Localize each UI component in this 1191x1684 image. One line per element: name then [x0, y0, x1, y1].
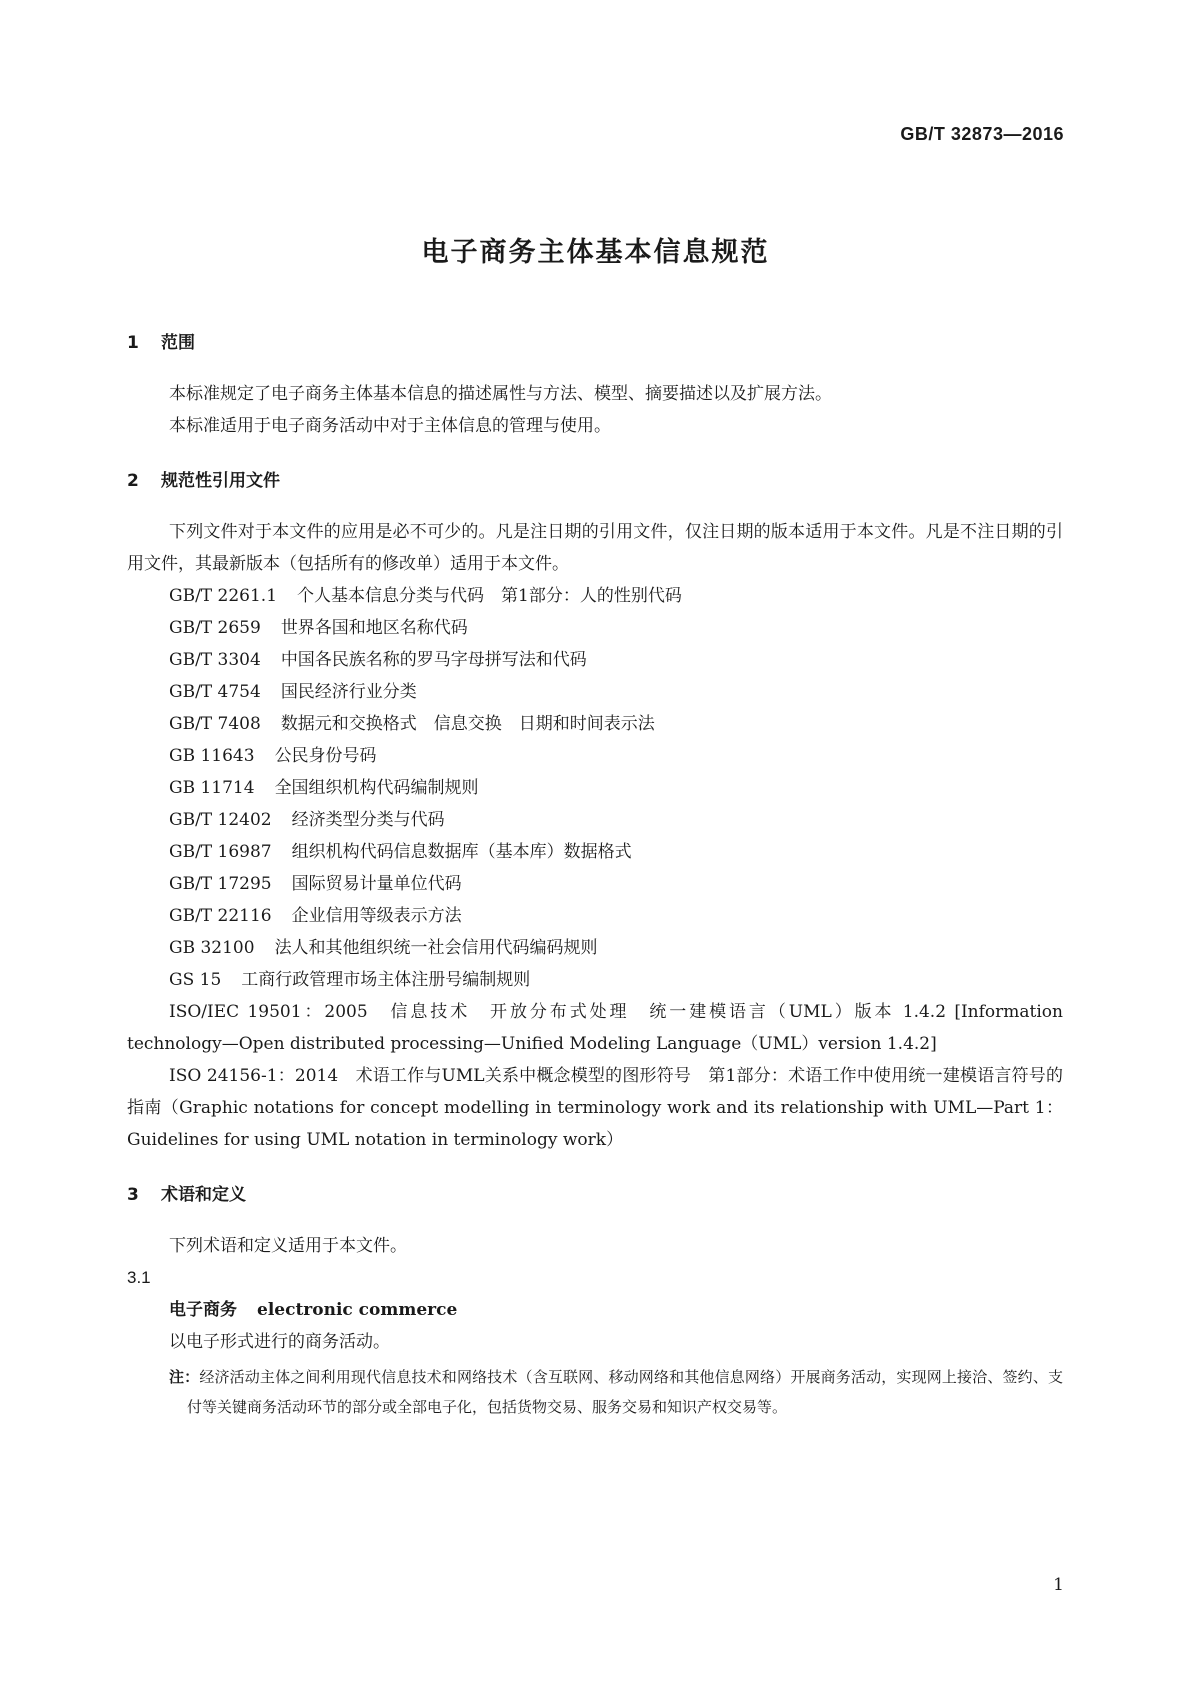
- reference-item: [127, 868, 1063, 900]
- section-heading-scope: [127, 330, 1063, 356]
- section-number: 2: [127, 471, 139, 491]
- reference-item: [127, 708, 1063, 740]
- section-number: 3: [127, 1185, 139, 1205]
- note-label: 注：: [169, 1368, 200, 1386]
- reference-title: 组织机构代码信息数据库（基本库）数据格式: [291, 842, 632, 862]
- terms-intro: 下列术语和定义适用于本文件。: [169, 1236, 407, 1256]
- reference-item: [127, 644, 1063, 676]
- reference-code: GS 15: [169, 970, 222, 990]
- document-title: 电子商务主体基本信息规范: [421, 237, 770, 268]
- reference-title: 企业信用等级表示方法: [291, 906, 462, 926]
- reference-code: GB 32100: [169, 938, 255, 958]
- reference-code: GB 11714: [169, 778, 255, 798]
- reference-item: [127, 740, 1063, 772]
- reference-code: GB/T 7408: [169, 714, 261, 734]
- reference-title: 世界各国和地区名称代码: [280, 618, 468, 638]
- reference-code: GB/T 4754: [169, 682, 261, 702]
- term-name-en: electronic commerce: [257, 1300, 458, 1320]
- section-title: 规范性引用文件: [161, 471, 280, 491]
- reference-title: 个人基本信息分类与代码 第1部分：人的性别代码: [297, 586, 682, 606]
- term-name-zh: 电子商务: [169, 1300, 237, 1320]
- page-number: 1: [1053, 1575, 1064, 1595]
- reference-code: GB 11643: [169, 746, 255, 766]
- reference-title: 国际贸易计量单位代码: [291, 874, 462, 894]
- reference-item: [127, 900, 1063, 932]
- section-number: 1: [127, 333, 139, 353]
- reference-item-iso24156: ISO 24156-1：2014 术语工作与UML关系中概念模型的图形符号 第1部分：术语工作中使用统一建模语言符号的指南（Graphic notations for concept modelling in terminology work and its relationship with UML—Part 1：Guidelines for using UML notation in terminology work）: [127, 1066, 1063, 1150]
- note-text: 经济活动主体之间利用现代信息技术和网络技术（含互联网、移动网络和其他信息网络）开展商务活动，实现网上接洽、签约、支付等关键商务活动环节的部分或全部电子化，包括货物交易、服务交易和知识产权交易等。: [187, 1368, 1063, 1416]
- reference-code: GB/T 2659: [169, 618, 261, 638]
- reference-item: [127, 612, 1063, 644]
- reference-title: 中国各民族名称的罗马字母拼写法和代码: [280, 650, 587, 670]
- standard-code: GB/T 32873—2016: [900, 124, 1064, 144]
- reference-title: 工商行政管理市场主体注册号编制规则: [241, 970, 531, 990]
- reference-item: [127, 964, 1063, 996]
- term-note: [169, 1362, 1063, 1422]
- scope-paragraph: 本标准规定了电子商务主体基本信息的描述属性与方法、模型、摘要描述以及扩展方法。: [169, 384, 832, 404]
- reference-code: GB/T 22116: [169, 906, 272, 926]
- document-body: [127, 330, 1063, 1422]
- term-number: 3.1: [127, 1268, 151, 1287]
- term-name: [127, 1294, 1063, 1326]
- reference-item: [127, 580, 1063, 612]
- section-heading-terms: [127, 1182, 1063, 1208]
- term-definition: 以电子形式进行的商务活动。: [169, 1332, 390, 1352]
- reference-title: 全国组织机构代码编制规则: [274, 778, 479, 798]
- reference-title: 国民经济行业分类: [280, 682, 417, 702]
- reference-item: [127, 676, 1063, 708]
- reference-title: 经济类型分类与代码: [291, 810, 445, 830]
- section-title: 术语和定义: [161, 1185, 246, 1205]
- reference-code: GB/T 2261.1: [169, 586, 278, 606]
- section-heading-normative-references: [127, 468, 1063, 494]
- reference-code: GB/T 12402: [169, 810, 272, 830]
- reference-item: [127, 836, 1063, 868]
- reference-item-iso19501: ISO/IEC 19501：2005 信息技术 开放分布式处理 统一建模语言（UML）版本 1.4.2 [Information technology—Open distributed processing—Unified Modeling Language（UML）version 1.4.2]: [127, 1002, 1063, 1054]
- reference-title: 法人和其他组织统一社会信用代码编码规则: [274, 938, 598, 958]
- scope-paragraph: 本标准适用于电子商务活动中对于主体信息的管理与使用。: [169, 416, 611, 436]
- reference-code: GB/T 17295: [169, 874, 272, 894]
- reference-item: [127, 932, 1063, 964]
- section-title: 范围: [161, 333, 195, 353]
- references-intro: 下列文件对于本文件的应用是必不可少的。凡是注日期的引用文件，仅注日期的版本适用于本文件。凡是不注日期的引用文件，其最新版本（包括所有的修改单）适用于本文件。: [127, 522, 1063, 574]
- reference-item: [127, 772, 1063, 804]
- reference-title: 公民身份号码: [274, 746, 377, 766]
- reference-title: 数据元和交换格式 信息交换 日期和时间表示法: [280, 714, 655, 734]
- reference-code: GB/T 3304: [169, 650, 261, 670]
- reference-item: [127, 804, 1063, 836]
- reference-code: GB/T 16987: [169, 842, 272, 862]
